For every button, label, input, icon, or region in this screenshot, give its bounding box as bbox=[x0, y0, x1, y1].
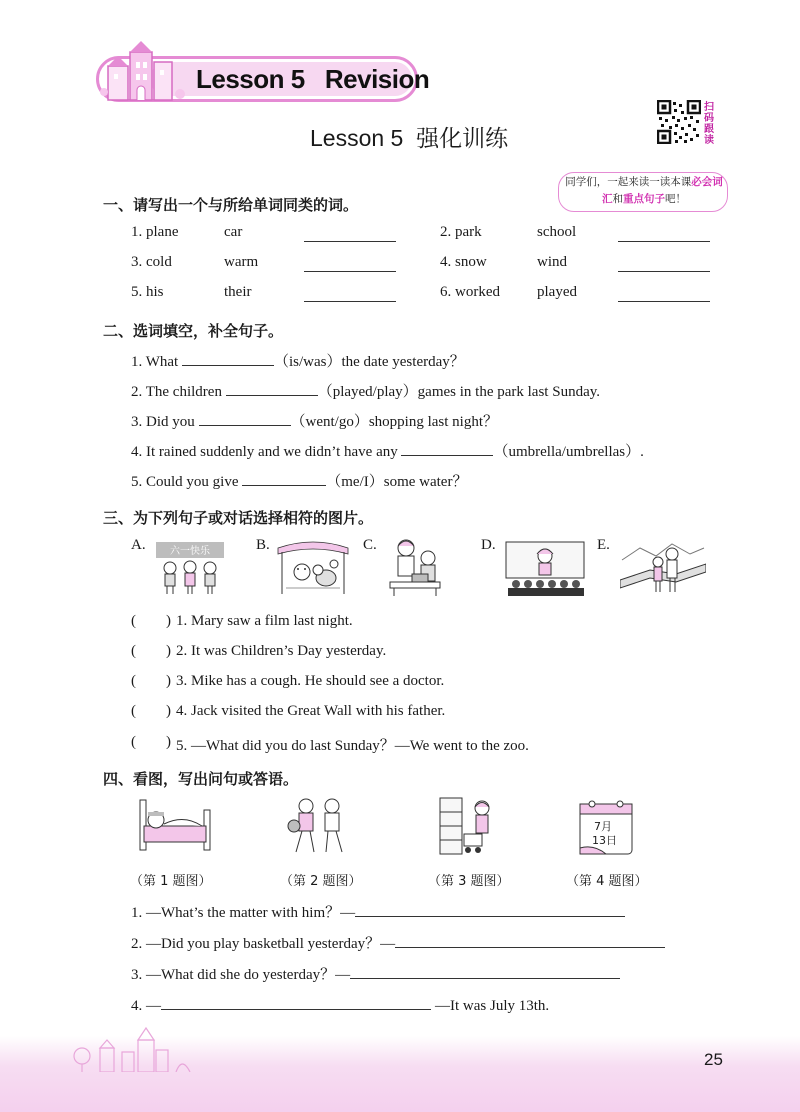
item-prefix: 4. — bbox=[131, 998, 161, 1014]
example-word: warm bbox=[224, 254, 259, 270]
picture-caption: （第 1 题图） bbox=[130, 874, 212, 889]
sentence-start: 2. The children bbox=[131, 384, 226, 400]
scan-label: 扫码跟读 bbox=[704, 102, 714, 146]
example-word: car bbox=[224, 224, 243, 240]
given-answer: —It was July 13th. bbox=[435, 998, 550, 1014]
sentence-start: 5. Could you give bbox=[131, 474, 243, 490]
picture-1-sick-boy bbox=[138, 796, 212, 856]
answer-blank[interactable] bbox=[304, 241, 396, 242]
question-text: 1. —What’s the matter with him？— bbox=[131, 905, 356, 921]
answer-blank[interactable] bbox=[618, 271, 710, 272]
fill-in-sentence bbox=[131, 440, 644, 461]
picture-4-calendar bbox=[574, 796, 638, 858]
answer-blank[interactable] bbox=[618, 301, 710, 302]
page-title: Lesson 5 Revision bbox=[196, 64, 430, 94]
option-label: D. bbox=[481, 537, 496, 553]
question-blank[interactable] bbox=[161, 995, 431, 1010]
example-word: played bbox=[537, 284, 577, 300]
calendar-day: 13日 bbox=[592, 834, 617, 847]
section-4-heading: 四、看图，写出问句或答语。 bbox=[103, 770, 299, 788]
match-sentence: 1. Mary saw a film last night. bbox=[176, 613, 353, 629]
answer-parentheses[interactable]: ( ) bbox=[131, 643, 171, 659]
word-item: 1. plane bbox=[131, 224, 179, 240]
answer-parentheses[interactable]: ( ) bbox=[131, 703, 171, 719]
picture-e-great-wall bbox=[620, 540, 706, 598]
word-item: 5. his bbox=[131, 284, 164, 300]
calendar-month: 7月 bbox=[594, 820, 612, 833]
sentence-end: （me/I）some water？ bbox=[326, 474, 468, 490]
answer-blank[interactable] bbox=[182, 351, 274, 366]
answer-parentheses[interactable]: ( ) bbox=[131, 613, 171, 629]
sentence-start: 1. What bbox=[131, 354, 182, 370]
answer-blank[interactable] bbox=[304, 271, 396, 272]
picture-b-zoo bbox=[274, 538, 352, 596]
section-1-heading: 一、请写出一个与所给单词同类的词。 bbox=[103, 196, 359, 214]
picture-c-doctor bbox=[382, 536, 448, 598]
answer-blank[interactable] bbox=[304, 301, 396, 302]
example-word: their bbox=[224, 284, 252, 300]
question-text: 3. —What did she do yesterday？— bbox=[131, 967, 351, 983]
answer-blank[interactable] bbox=[401, 441, 493, 456]
answer-blank[interactable] bbox=[350, 964, 620, 979]
castle-icon bbox=[100, 40, 186, 106]
answer-blank[interactable] bbox=[242, 471, 326, 486]
match-sentence: 4. Jack visited the Great Wall with his father. bbox=[176, 703, 446, 719]
page-number: 25 bbox=[704, 1050, 723, 1069]
word-item: 3. cold bbox=[131, 254, 172, 270]
qr-code-icon bbox=[657, 100, 701, 144]
answer-blank[interactable] bbox=[395, 933, 665, 948]
footer-castle-icon bbox=[68, 1026, 198, 1072]
sentence-end: （is/was）the date yesterday？ bbox=[273, 354, 465, 370]
fill-in-sentence bbox=[131, 410, 498, 431]
picture-a-childrens-day bbox=[150, 540, 230, 596]
sentence-end: （played/play）games in the park last Sunday. bbox=[317, 384, 601, 400]
word-item: 6. worked bbox=[440, 284, 500, 300]
section-3-heading: 三、为下列句子或对话选择相符的图片。 bbox=[103, 509, 374, 527]
qa-item bbox=[131, 995, 549, 1015]
sentence-end: （umbrella/umbrellas）. bbox=[493, 444, 644, 460]
section-2-heading: 二、选词填空，补全句子。 bbox=[103, 322, 284, 340]
fill-in-sentence bbox=[131, 380, 600, 401]
picture-2-basketball bbox=[286, 796, 352, 856]
picture-3-shopping bbox=[438, 796, 500, 858]
picture-caption: （第 3 题图） bbox=[428, 874, 510, 889]
qa-item bbox=[131, 963, 620, 984]
banner-text: 六一快乐 bbox=[170, 546, 210, 557]
answer-parentheses[interactable]: ( ) bbox=[131, 673, 171, 689]
subtitle: Lesson 5 强化训练 bbox=[310, 125, 509, 151]
option-label: C. bbox=[363, 537, 377, 553]
qa-item bbox=[131, 932, 665, 953]
sentence-start: 4. It rained suddenly and we didn’t have any bbox=[131, 444, 402, 460]
sentence-end: （went/go）shopping last night？ bbox=[290, 414, 498, 430]
match-sentence: 3. Mike has a cough. He should see a doctor. bbox=[176, 673, 445, 689]
match-sentence: 5. —What did you do last Sunday？—We went to the zoo. bbox=[176, 738, 529, 754]
picture-caption: （第 4 题图） bbox=[566, 874, 648, 889]
picture-caption: （第 2 题图） bbox=[280, 874, 362, 889]
fill-in-sentence bbox=[131, 350, 465, 371]
word-item: 4. snow bbox=[440, 254, 487, 270]
answer-blank[interactable] bbox=[226, 381, 318, 396]
question-text: 2. —Did you play basketball yesterday？— bbox=[131, 936, 396, 952]
fill-in-sentence bbox=[131, 470, 467, 491]
sentence-start: 3. Did you bbox=[131, 414, 199, 430]
option-label: E. bbox=[597, 537, 610, 553]
example-word: wind bbox=[537, 254, 567, 270]
tip-text: 同学们，一起来读一读本课必会词汇和重点句子吧！ bbox=[565, 176, 723, 205]
qa-item bbox=[131, 901, 625, 922]
picture-d-cinema bbox=[504, 540, 586, 598]
answer-blank[interactable] bbox=[199, 411, 291, 426]
word-item: 2. park bbox=[440, 224, 482, 240]
option-label: B. bbox=[256, 537, 270, 553]
example-word: school bbox=[537, 224, 577, 240]
answer-parentheses[interactable]: ( ) bbox=[131, 734, 171, 750]
answer-blank[interactable] bbox=[618, 241, 710, 242]
answer-blank[interactable] bbox=[355, 902, 625, 917]
match-sentence: 2. It was Children’s Day yesterday. bbox=[176, 643, 387, 659]
option-label: A. bbox=[131, 537, 146, 553]
